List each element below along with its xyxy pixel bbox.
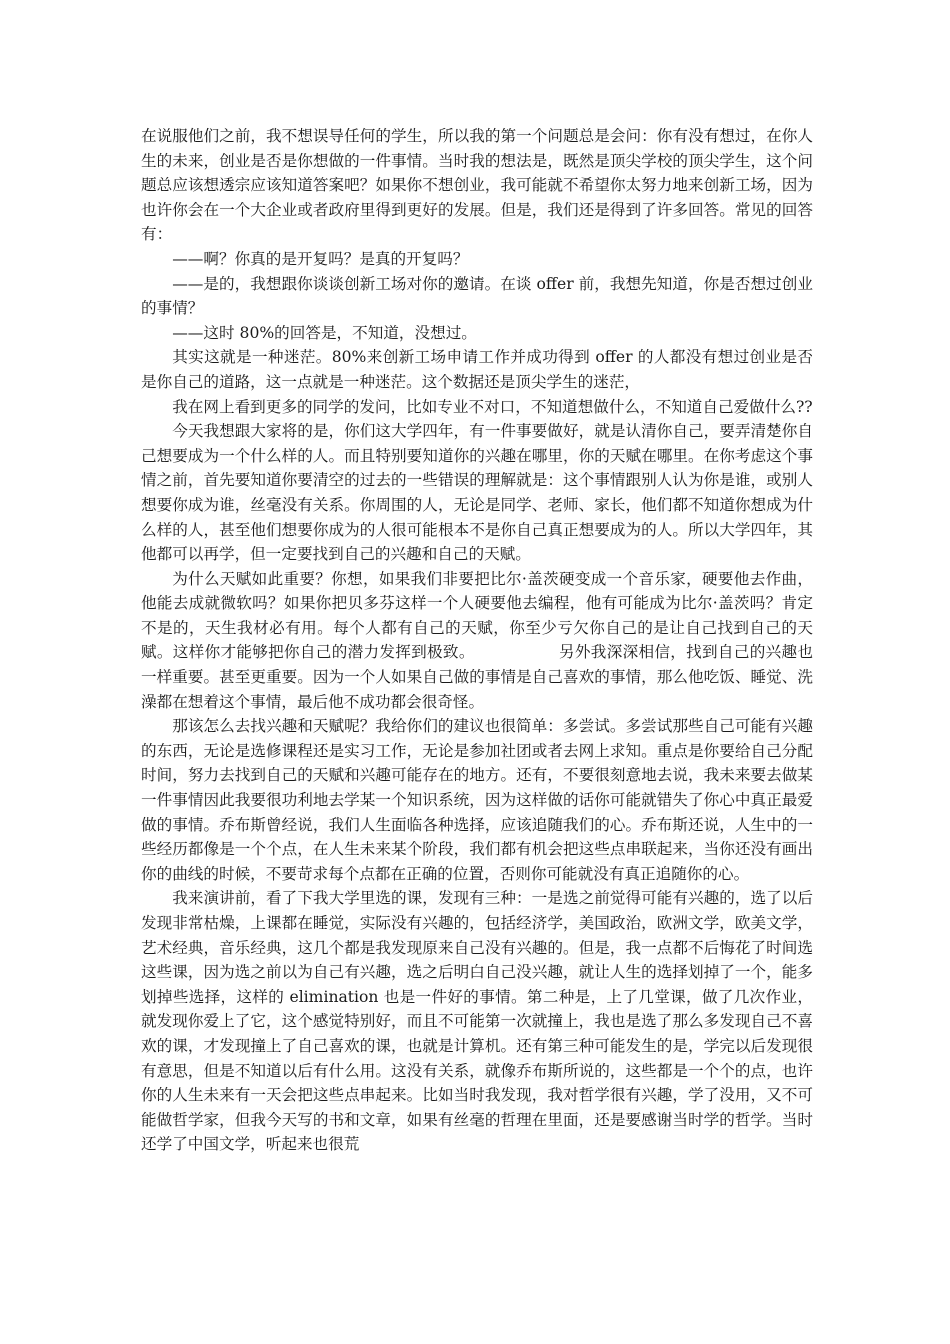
paragraph-dialogue-3: ——这时 80%的回答是，不知道，没想过。 (172, 323, 477, 342)
paragraph-try-more: 那该怎么去找兴趣和天赋呢？我给你们的建议也很简单：多尝试。多尝试那些自己可能有兴趣的东西，无论是选修课程还是实习工作，无论是参加社团或者去网上求知。重点是你要给自己分配时间，努力去找到自己的天赋和兴趣可能存在的地方。还有，不要很刻意地去说，我未来要去做某一件事情因此我要很功利地去学某一个知识系统，因为这样做的话你可能就错失了你心中真正最爱做的事情。乔布斯曾经说，我们人生面临各种选择，应该追随我们的心。乔布斯还说，人生中的一些经历都像是一个个点，在人生未来某个阶段，我们都有机会把这些点串联起来，当你还没有画出你的曲线的时候，不要苛求每个点都在正确的位置，否则你可能就没有真正追随你的心。 (141, 717, 813, 883)
paragraph-dialogue-2: ——是的，我想跟你谈谈创新工场对你的邀请。在谈 offer 前，我想先知道，你是否想过创业的事情？ (141, 274, 813, 318)
paragraph-college-courses: 我来演讲前，看了下我大学里选的课，发现有三种：一是选之前觉得可能有兴趣的，选了以后发现非常枯燥，上课都在睡觉，实际没有兴趣的，包括经济学，美国政治，欧洲文学，欧美文学，艺术经典，音乐经典，这几个都是我发现原来自己没有兴趣的。但是，我一点都不后悔花了时间选这些课，因为选之前以为自己有兴趣，选之后明白自己没兴趣，就让人生的选择划掉了一个，能多划掉些选择，这样的 elimination 也是一件好的事情。第二种是，上了几堂课，做了几次作业，就发现你爱上了它，这个感觉特别好，而且不可能第一次就撞上，我也是选了那么多发现自己不喜欢的课，才发现撞上了自己喜欢的课，也就是计算机。还有第三种可能发生的是，学完以后发现很有意思，但是不知道以后有什么用。这没有关系，就像乔布斯所说的，这些都是一个个的点，也许你的人生未来有一天会把这些点串起来。比如当时我发现，我对哲学很有兴趣，学了没用，又不可能做哲学家，但我今天写的书和文章，如果有丝毫的哲理在里面，还是要感谢当时学的哲学。当时还学了中国文学，听起来也很荒 (141, 889, 813, 1154)
paragraph-talent-text: 为什么天赋如此重要？你想，如果我们非要把比尔·盖茨硬变成一个音乐家，硬要他去作曲，他能去成就微软吗？如果你把贝多芬这样一个人硬要他去编程，他有可能成为比尔·盖茨吗？肯定不是的，天生我材必有用。每个人都有自己的天赋，你至少亏欠你自己的是让自己找到自己的天赋。这样你才能够把你自己的潜力发挥到极致。 (141, 569, 813, 662)
paragraph-confusion: 其实这就是一种迷茫。80%来创新工场申请工作并成功得到 offer 的人都没有想过创业是否是你自己的道路，这一点就是一种迷茫。这个数据还是顶尖学生的迷茫， (141, 348, 813, 391)
paragraph-talent (141, 567, 813, 715)
paragraph-dialogue-1: ——啊？你真的是开复吗？是真的开复吗？ (172, 249, 469, 268)
paragraph-interest-text: 另外我深深相信，找到自己的兴趣也一样重要。甚至更重要。因为一个人如果自己做的事情是自己喜欢的事情，那么他吃饭、睡觉、洗澡都在想着这个事情，最后他不成功都会很奇怪。 (141, 643, 813, 711)
paragraph-know-yourself: 今天我想跟大家将的是，你们这大学四年，有一件事要做好，就是认清你自己，要弄清楚你自己想要成为一个什么样的人。而且特别要知道你的兴趣在哪里，你的天赋在哪里。在你考虑这个事情之前，首先要知道你要清空的过去的一些错误的理解就是：这个事情跟别人认为你是谁，或别人想要你成为谁，丝毫没有关系。你周围的人，无论是同学、老师、家长，他们都不知道你想成为什么样的人，甚至他们想要你成为的人很可能根本不是你自己真正想要成为的人。所以大学四年，其他都可以再学，但一定要找到自己的兴趣和自己的天赋。 (141, 422, 813, 564)
document-body (141, 124, 813, 1157)
paragraph-online-questions: 我在网上看到更多的同学的发问，比如专业不对口，不知道想做什么，不知道自己爱做什么?? (172, 397, 813, 416)
paragraph-intro: 在说服他们之前，我不想误导任何的学生，所以我的第一个问题总是会问：你有没有想过，在你人生的未来，创业是否是你想做的一件事情。当时我的想法是，既然是顶尖学校的顶尖学生，这个问题总应该想透宗应该知道答案吧？如果你不想创业，我可能就不希望你太努力地来创新工场，因为也许你会在一个大企业或者政府里得到更好的发展。但是，我们还是得到了许多回答。常见的回答有： (141, 127, 813, 244)
